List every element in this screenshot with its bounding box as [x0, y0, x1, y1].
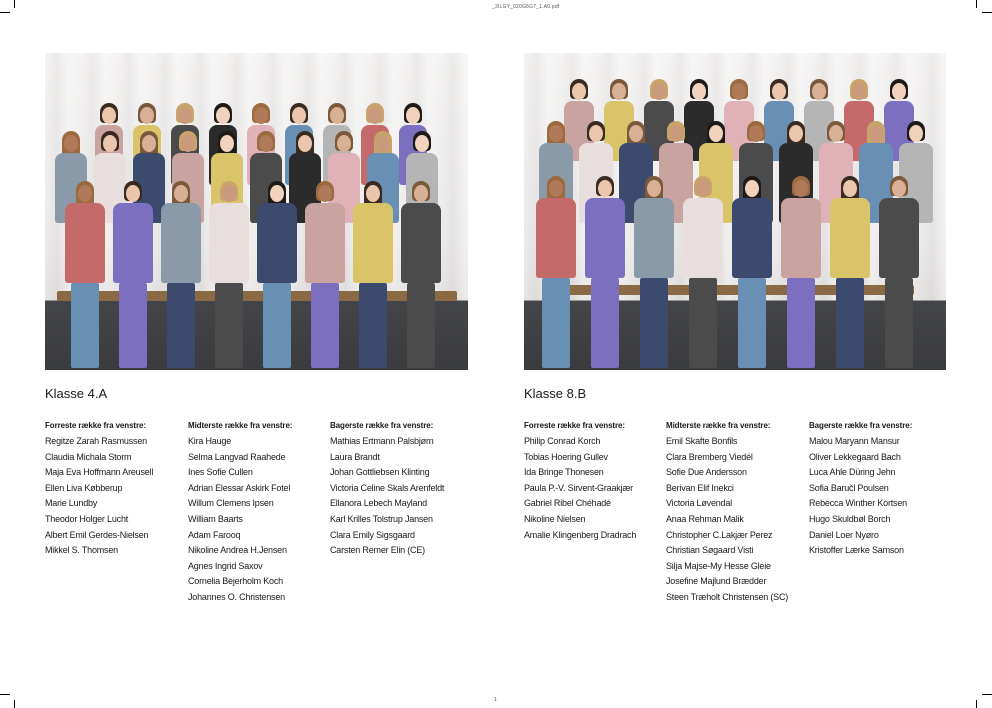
- name-list: [45, 434, 187, 559]
- student-name: Adrian Elessar Askirk Fotel: [188, 482, 291, 493]
- legs: [689, 278, 717, 368]
- student-name: Willum Clemens Ipsen: [188, 498, 274, 509]
- head: [102, 107, 116, 124]
- student-name: Karl Krilles Tolstrup Jansen: [330, 513, 433, 524]
- student-name: Sofie Due Andersson: [666, 467, 747, 478]
- head: [709, 125, 723, 142]
- head: [843, 180, 857, 197]
- column-heading: Midterste række fra venstre:: [188, 421, 293, 430]
- student-name: Johannes O. Christensen: [188, 591, 285, 602]
- student-name: Victoria Løvendal: [666, 498, 732, 509]
- torso: [732, 198, 772, 278]
- head: [330, 107, 344, 124]
- column-heading: Bagerste række fra venstre:: [809, 421, 913, 430]
- page-number: 1: [494, 697, 497, 703]
- head: [220, 135, 234, 152]
- legs: [738, 278, 766, 368]
- head: [142, 135, 156, 152]
- legs: [119, 283, 147, 368]
- legs: [263, 283, 291, 368]
- student-name: Anaa Rehman Malik: [666, 513, 744, 524]
- student-name: Emil Skafte Bonfils: [666, 436, 738, 446]
- torso: [209, 203, 249, 283]
- student-name: Cornelia Bejerholm Koch: [188, 576, 283, 587]
- student-name: Nikoline Nielsen: [524, 513, 586, 524]
- torso: [353, 203, 393, 283]
- head: [292, 107, 306, 124]
- student-name: Amalie Klingenberg Dradrach: [524, 529, 637, 540]
- head: [270, 185, 284, 202]
- torso: [65, 203, 105, 283]
- column-heading: Forreste række fra venstre:: [524, 421, 625, 430]
- head: [337, 135, 351, 152]
- head: [732, 83, 746, 100]
- head: [829, 125, 843, 142]
- torso: [161, 203, 201, 283]
- student-name: Steen Træholt Christensen (SC): [666, 591, 789, 602]
- names-column-back-4a: [330, 421, 472, 559]
- head: [254, 107, 268, 124]
- crop-mark-top-right-h: [982, 12, 992, 13]
- student-name: Regitze Zarah Rasmussen: [45, 436, 147, 446]
- crop-mark-top-left-v: [14, 0, 15, 8]
- names-column-middle-8b: [666, 421, 808, 606]
- student-name: Clara Bremberg Viedél: [666, 451, 753, 462]
- student-name: Agnes Ingrid Saxov: [188, 560, 263, 571]
- names-column-front-4a: [45, 421, 187, 559]
- head: [794, 180, 808, 197]
- head: [174, 185, 188, 202]
- name-list: [809, 434, 951, 559]
- student-name: Laura Brandt: [330, 451, 380, 462]
- names-column-middle-4a: [188, 421, 330, 606]
- student-name: Theodor Holger Lucht: [45, 513, 129, 524]
- head: [612, 83, 626, 100]
- torso: [401, 203, 441, 283]
- torso: [781, 198, 821, 278]
- legs: [71, 283, 99, 368]
- head: [216, 107, 230, 124]
- student-name: Silja Majse-My Hesse Gleie: [666, 560, 771, 571]
- legs: [542, 278, 570, 368]
- column-heading: Midterste række fra venstre:: [666, 421, 771, 430]
- student-name: Ellen Liva Købberup: [45, 482, 123, 493]
- print-slug: _3ILGY_020G5G7_1.A0.pdf: [492, 4, 560, 10]
- torso: [113, 203, 153, 283]
- head: [909, 125, 923, 142]
- student-name: Maja Eva Hoffmann Areusell: [45, 467, 154, 478]
- student-name: Ellanora Lebech Mayland: [330, 498, 427, 509]
- head: [368, 107, 382, 124]
- crop-mark-top-left-h: [0, 12, 10, 13]
- legs: [787, 278, 815, 368]
- head: [652, 83, 666, 100]
- crop-mark-bottom-right-v: [976, 700, 977, 708]
- torso: [305, 203, 345, 283]
- head: [414, 185, 428, 202]
- student-name: Tobias Hoering Gullev: [524, 451, 608, 462]
- student-name: Gabriel Ribel Chéhadé: [524, 498, 611, 509]
- student-name: Josefine Majlund Brædder: [666, 576, 767, 587]
- head: [749, 125, 763, 142]
- head: [589, 125, 603, 142]
- head: [126, 185, 140, 202]
- head: [647, 180, 661, 197]
- student-name: Christopher C.Lakjær Perez: [666, 529, 773, 540]
- head: [629, 125, 643, 142]
- student-name: Ida Bringe Thonesen: [524, 467, 604, 478]
- class-photo-8b: [524, 53, 946, 370]
- class-photo-4a: [45, 53, 468, 370]
- head: [222, 185, 236, 202]
- head: [415, 135, 429, 152]
- student-name: Adam Farooq: [188, 529, 241, 540]
- head: [696, 180, 710, 197]
- student-name: Ines Sofie Cullen: [188, 467, 253, 478]
- student-name: Claudia Michala Storm: [45, 451, 132, 462]
- head: [692, 83, 706, 100]
- student-name: Daniel Loer Nyøro: [809, 529, 879, 540]
- head: [376, 135, 390, 152]
- head: [298, 135, 312, 152]
- torso: [536, 198, 576, 278]
- student-name: Albert Emil Gerdes-Nielsen: [45, 529, 149, 540]
- legs: [885, 278, 913, 368]
- student-name: Philip Conrad Korch: [524, 436, 601, 446]
- student-name: Selma Langvad Raahede: [188, 451, 286, 462]
- bench: [57, 291, 457, 301]
- student-name: Nikoline Andrea H.Jensen: [188, 545, 287, 556]
- student-name: Johan Gottliebsen Klinting: [330, 467, 430, 478]
- name-list: [524, 434, 666, 543]
- head: [549, 180, 563, 197]
- head: [549, 125, 563, 142]
- head: [852, 83, 866, 100]
- student-name: Malou Maryann Mansur: [809, 436, 900, 446]
- head: [669, 125, 683, 142]
- legs: [407, 283, 435, 368]
- head: [745, 180, 759, 197]
- student-name: Paula P.-V. Sirvent-Graakjær: [524, 482, 633, 493]
- torso: [879, 198, 919, 278]
- student-name: Kira Hauge: [188, 436, 232, 446]
- student-name: Clara Emily Sigsgaard: [330, 529, 415, 540]
- names-column-back-8b: [809, 421, 951, 559]
- head: [598, 180, 612, 197]
- student-name: Sofia Baručl Poulsen: [809, 482, 889, 493]
- torso: [585, 198, 625, 278]
- legs: [215, 283, 243, 368]
- crop-mark-bottom-left-v: [14, 700, 15, 708]
- head: [64, 135, 78, 152]
- student-name: Victoria Celine Skals Arenfeldt: [330, 482, 445, 493]
- student-name: Oliver Lekkegaard Bach: [809, 451, 901, 462]
- torso: [830, 198, 870, 278]
- class-title-4a: Klasse 4.A: [45, 386, 108, 401]
- student-name: Hugo Skuldbøl Borch: [809, 513, 891, 524]
- crop-mark-bottom-right-h: [982, 694, 992, 695]
- student-name: Carsten Remer Elin (CE): [330, 545, 425, 556]
- legs: [167, 283, 195, 368]
- student-name: Christian Søgaard Visti: [666, 545, 754, 556]
- crop-mark-bottom-left-h: [0, 694, 10, 695]
- legs: [311, 283, 339, 368]
- head: [259, 135, 273, 152]
- head: [366, 185, 380, 202]
- name-list: [330, 434, 472, 559]
- class-title-8b: Klasse 8.B: [524, 386, 587, 401]
- student-name: Berivan Elif Inekci: [666, 482, 734, 493]
- legs: [836, 278, 864, 368]
- legs: [640, 278, 668, 368]
- head: [318, 185, 332, 202]
- student-name: William Baarts: [188, 513, 243, 524]
- head: [181, 135, 195, 152]
- legs: [591, 278, 619, 368]
- student-name: Luca Ahle Düring Jehn: [809, 467, 896, 478]
- student-name: Kristoffer Lærke Samson: [809, 545, 904, 556]
- names-column-front-8b: [524, 421, 666, 543]
- legs: [359, 283, 387, 368]
- crop-mark-top-right-v: [976, 0, 977, 8]
- student-name: Mathias Ertmann Palsbjørn: [330, 436, 434, 446]
- head: [103, 135, 117, 152]
- torso: [257, 203, 297, 283]
- column-heading: Bagerste række fra venstre:: [330, 421, 434, 430]
- head: [406, 107, 420, 124]
- student-name: Rebecca Winther Kortsen: [809, 498, 907, 509]
- head: [789, 125, 803, 142]
- head: [869, 125, 883, 142]
- head: [140, 107, 154, 124]
- name-list: [666, 434, 808, 606]
- head: [812, 83, 826, 100]
- torso: [634, 198, 674, 278]
- student-name: Mikkel S. Thomsen: [45, 545, 118, 556]
- head: [178, 107, 192, 124]
- torso: [683, 198, 723, 278]
- column-heading: Forreste række fra venstre:: [45, 421, 146, 430]
- name-list: [188, 434, 330, 606]
- head: [892, 83, 906, 100]
- head: [572, 83, 586, 100]
- student-name: Marie Lundby: [45, 498, 98, 509]
- head: [772, 83, 786, 100]
- head: [78, 185, 92, 202]
- head: [892, 180, 906, 197]
